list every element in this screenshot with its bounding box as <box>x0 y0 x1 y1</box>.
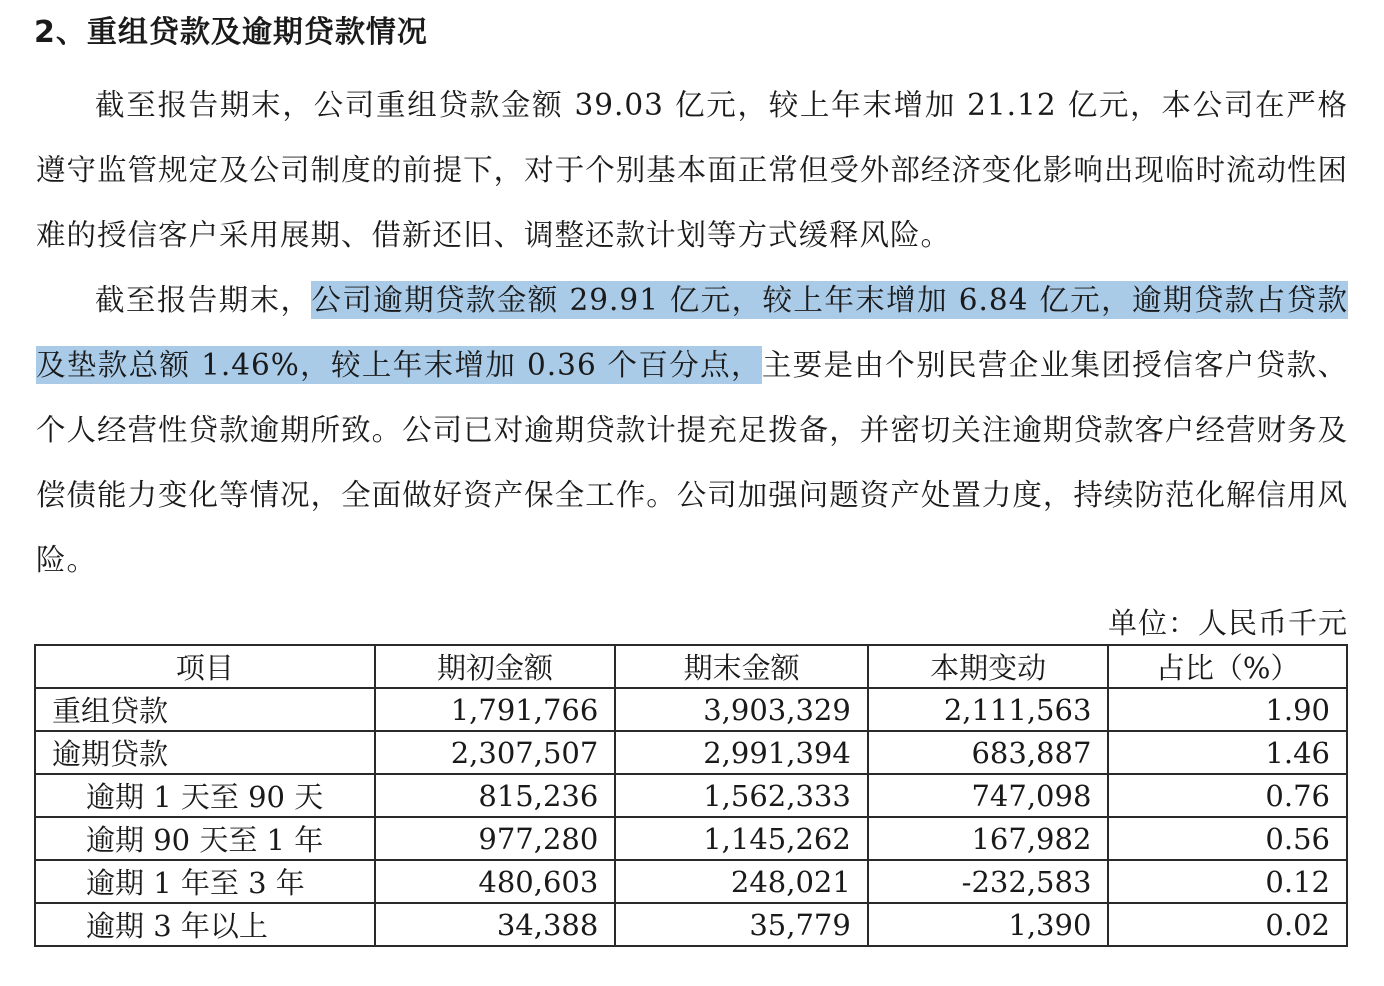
table-row <box>35 731 1347 774</box>
cell-change: 2,111,563 <box>868 688 1109 731</box>
cell-opening: 815,236 <box>375 774 616 817</box>
loan-table <box>34 644 1348 947</box>
row-label: 逾期 90 天至 1 年 <box>35 817 375 860</box>
section-heading: 2、重组贷款及逾期贷款情况 <box>34 15 428 50</box>
table-header-row <box>35 645 1347 688</box>
unit-label: 单位：人民币千元 <box>1107 606 1348 640</box>
cell-closing: 2,991,394 <box>615 731 868 774</box>
cell-ratio: 0.76 <box>1108 774 1347 817</box>
table-row <box>35 688 1347 731</box>
paragraph-restructured-loans: 截至报告期末，公司重组贷款金额 39.03 亿元，较上年末增加 21.12 亿元，本公司在严格遵守监管规定及公司制度的前提下，对于个别基本面正常但受外部经济变化影响出现临时流动性困难的授信客户采用展期、借新还旧、调整还款计划等方式缓释风险。 <box>36 88 1348 252</box>
header-closing-amount: 期末金额 <box>615 645 868 688</box>
cell-closing: 3,903,329 <box>615 688 868 731</box>
header-ratio: 占比（%） <box>1108 645 1347 688</box>
cell-ratio: 0.12 <box>1108 860 1347 903</box>
cell-opening: 2,307,507 <box>375 731 616 774</box>
table-row <box>35 774 1347 817</box>
header-opening-amount: 期初金额 <box>375 645 616 688</box>
cell-change: 1,390 <box>868 903 1109 946</box>
row-label: 逾期 1 年至 3 年 <box>35 860 375 903</box>
cell-ratio: 1.90 <box>1108 688 1347 731</box>
cell-closing: 35,779 <box>615 903 868 946</box>
cell-ratio: 1.46 <box>1108 731 1347 774</box>
highlighted-text: 公司逾期贷款金额 29.91 亿元，较上年末增加 6.84 亿元，逾期贷款占贷款及垫款总额 1.46%，较上年末增加 0.36 个百分点， <box>36 283 1348 382</box>
cell-opening: 480,603 <box>375 860 616 903</box>
cell-change: 747,098 <box>868 774 1109 817</box>
paragraph-overdue-loans <box>36 268 1348 593</box>
cell-opening: 34,388 <box>375 903 616 946</box>
cell-opening: 1,791,766 <box>375 688 616 731</box>
row-label: 重组贷款 <box>35 688 375 731</box>
table-row <box>35 903 1347 946</box>
cell-change: -232,583 <box>868 860 1109 903</box>
table-row <box>35 817 1347 860</box>
cell-closing: 1,145,262 <box>615 817 868 860</box>
row-label: 逾期 3 年以上 <box>35 903 375 946</box>
paragraph-lead: 截至报告期末， <box>95 283 312 317</box>
row-label: 逾期 1 天至 90 天 <box>35 774 375 817</box>
cell-closing: 248,021 <box>615 860 868 903</box>
cell-ratio: 0.56 <box>1108 817 1347 860</box>
cell-ratio: 0.02 <box>1108 903 1347 946</box>
cell-change: 167,982 <box>868 817 1109 860</box>
table-row <box>35 860 1347 903</box>
cell-closing: 1,562,333 <box>615 774 868 817</box>
header-change: 本期变动 <box>868 645 1109 688</box>
cell-change: 683,887 <box>868 731 1109 774</box>
header-item: 项目 <box>35 645 375 688</box>
paragraph-rest: 主要是由个别民营企业集团授信客户贷款、个人经营性贷款逾期所致。公司已对逾期贷款计提充足拨备，并密切关注逾期贷款客户经营财务及偿债能力变化等情况，全面做好资产保全工作。公司加强问题资产处置力度，持续防范化解信用风险。 <box>36 348 1348 577</box>
cell-opening: 977,280 <box>375 817 616 860</box>
row-label: 逾期贷款 <box>35 731 375 774</box>
